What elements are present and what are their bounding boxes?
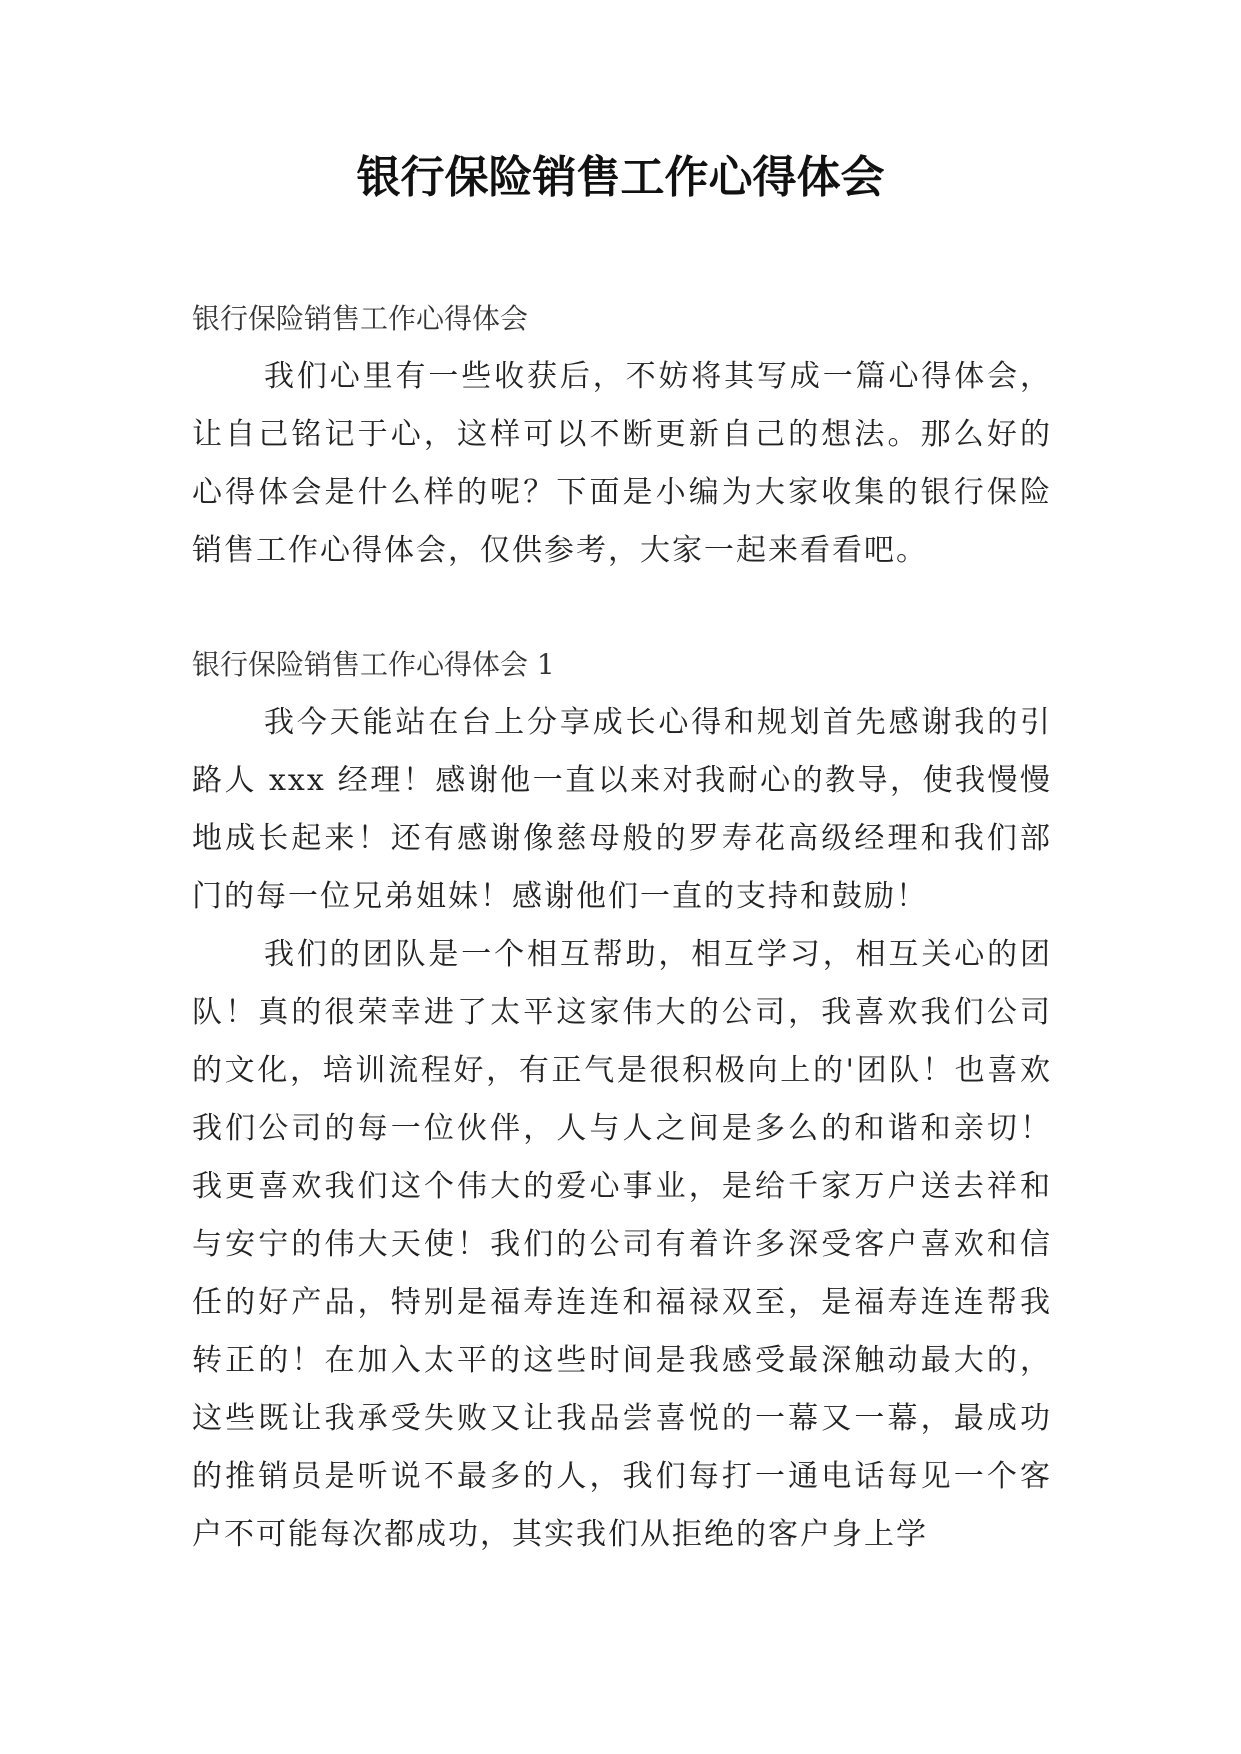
document-body: [192, 290, 1052, 1564]
section1-heading: 银行保险销售工作心得体会 1: [192, 648, 555, 681]
intro-paragraph: 我们心里有一些收获后，不妨将其写成一篇心得体会，让自己铭记于心，这样可以不断更新自己的想法。那么好的心得体会是什么样的呢？下面是小编为大家收集的银行保险销售工作心得体会，仅供参考，大家一起来看看吧。: [192, 359, 1052, 568]
intro-heading: 银行保险销售工作心得体会: [192, 302, 529, 335]
section1-paragraph-1: 我今天能站在台上分享成长心得和规划首先感谢我的引路人 xxx 经理！感谢他一直以来对我耐心的教导，使我慢慢地成长起来！还有感谢像慈母般的罗寿花高级经理和我们部门的每一位兄弟姐妹！感谢他们一直的支持和鼓励！: [192, 705, 1052, 914]
section-spacer: [192, 580, 1052, 636]
document-title: 银行保险销售工作心得体会: [356, 152, 885, 203]
section1-paragraph-2: 我们的团队是一个相互帮助，相互学习，相互关心的团队！真的很荣幸进了太平这家伟大的公司，我喜欢我们公司的文化，培训流程好，有正气是很积极向上的'团队！也喜欢我们公司的每一位伙伴，人与人之间是多么的和谐和亲切！我更喜欢我们这个伟大的爱心事业，是给千家万户送去祥和与安宁的伟大天使！我们的公司有着许多深受客户喜欢和信任的好产品，特别是福寿连连和福禄双至，是福寿连连帮我转正的！在加入太平的这些时间是我感受最深触动最大的，这些既让我承受失败又让我品尝喜悦的一幕又一幕，最成功的推销员是听说不最多的人，我们每打一通电话每见一个客户不可能每次都成功，其实我们从拒绝的客户身上学: [192, 937, 1052, 1552]
